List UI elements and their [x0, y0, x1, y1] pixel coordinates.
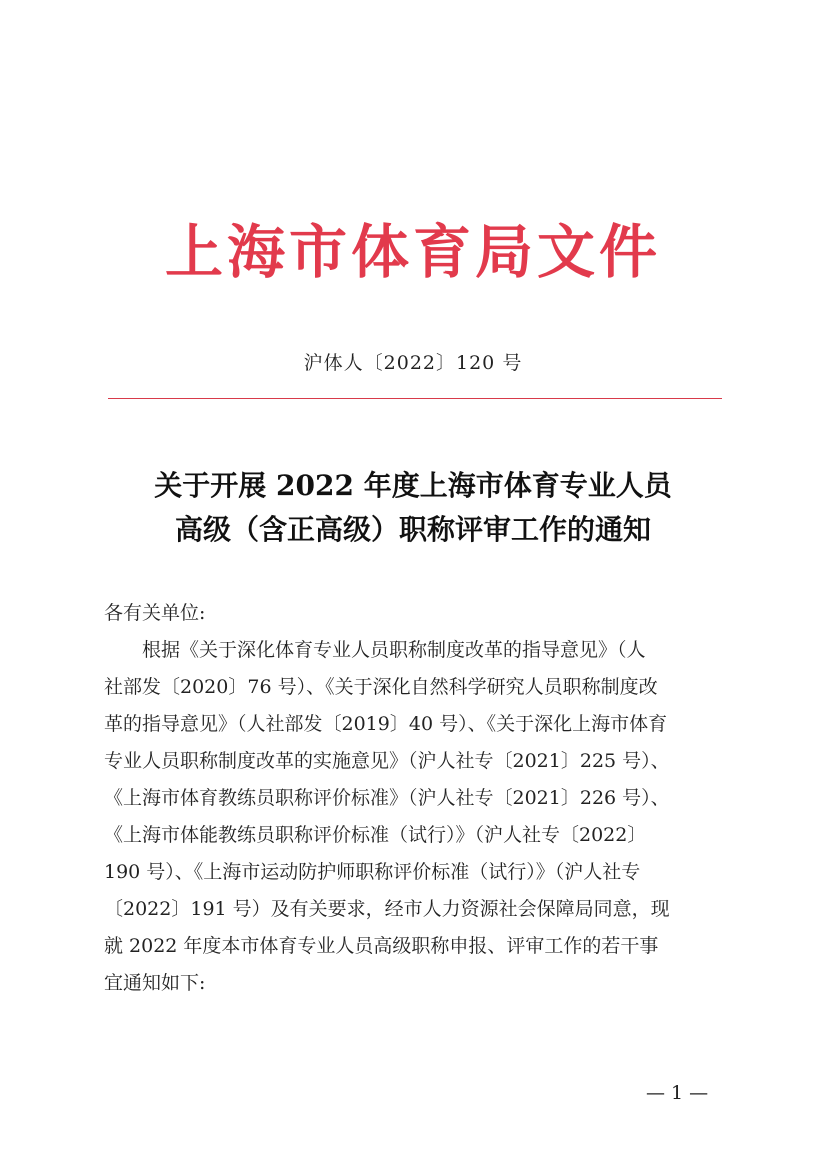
body-line: 就 2022 年度本市体育专业人员高级职称申报、评审工作的若干事: [104, 935, 659, 957]
body-line: 190 号）、《上海市运动防护师职称评价标准（试行）》（沪人社专: [104, 861, 641, 883]
title-line-1: 关于开展 2022 年度上海市体育专业人员: [154, 469, 672, 502]
document-title: [0, 464, 826, 552]
document-number: 沪体人〔2022〕120 号: [303, 352, 523, 374]
body-line: 社部发〔2020〕76 号）、《关于深化自然科学研究人员职称制度改: [104, 676, 658, 698]
title-line-2: 高级（含正高级）职称评审工作的通知: [174, 513, 651, 546]
masthead-text: 上海市体育局文件: [164, 218, 661, 286]
body-line: 根据《关于深化体育专业人员职称制度改革的指导意见》（人: [104, 639, 646, 661]
body-line: 《上海市体育教练员职称评价标准》（沪人社专〔2021〕226 号）、: [104, 787, 670, 809]
body-line: 宜通知如下:: [104, 972, 206, 994]
body-line: 专业人员职称制度改革的实施意见》（沪人社专〔2021〕225 号）、: [104, 750, 670, 772]
body-paragraph: [104, 632, 724, 1002]
red-divider-line: [108, 398, 722, 399]
page-number: — 1 —: [646, 1082, 709, 1104]
body-line: 《上海市体能教练员职称评价标准（试行）》（沪人社专〔2022〕: [104, 824, 647, 846]
body-line: 〔2022〕191 号）及有关要求，经市人力资源社会保障局同意，现: [104, 898, 670, 920]
salutation: 各有关单位:: [104, 602, 206, 624]
document-masthead: [0, 212, 826, 292]
body-line: 革的指导意见》（人社部发〔2019〕40 号）、《关于深化上海市体育: [104, 713, 668, 735]
